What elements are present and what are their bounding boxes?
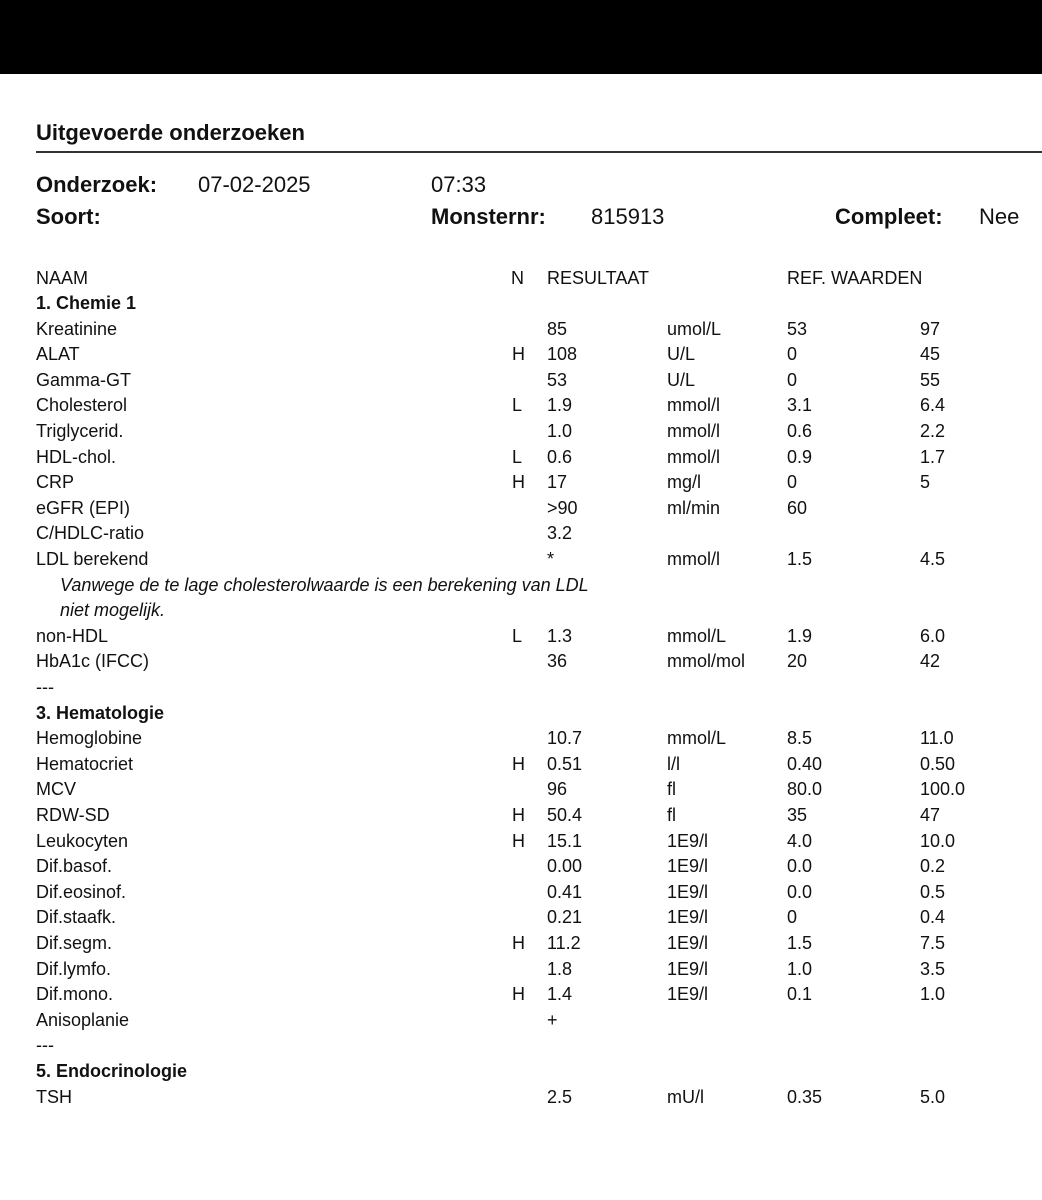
- compleet-label: Compleet:: [835, 204, 943, 229]
- ref-low: 0.1: [787, 984, 813, 1005]
- ref-high: 5: [920, 472, 931, 493]
- abnormal-flag: H: [512, 984, 525, 1005]
- ref-high: 0.4: [920, 907, 946, 928]
- test-name: Kreatinine: [36, 318, 118, 339]
- result-unit: l/l: [667, 753, 680, 774]
- result-value: 10.7: [547, 728, 583, 749]
- onderzoek-time: 07:33: [431, 172, 487, 197]
- ref-high: 4.5: [920, 549, 946, 569]
- result-unit: 1E9/l: [667, 933, 709, 953]
- abnormal-flag: H: [512, 344, 525, 365]
- result-value: 2.5: [547, 1086, 573, 1107]
- ref-low: 60: [787, 497, 808, 518]
- page-title: Uitgevoerde onderzoeken: [36, 120, 305, 145]
- ref-high: 55: [920, 369, 941, 390]
- test-name: ALAT: [36, 344, 80, 365]
- result-value: 0.00: [547, 856, 583, 877]
- ref-high: 100.0: [920, 779, 966, 800]
- test-name: Leukocyten: [36, 830, 129, 851]
- ref-high: 47: [920, 805, 941, 825]
- ref-high: 1.7: [920, 446, 946, 467]
- ref-high: 6.4: [920, 395, 946, 416]
- result-unit: 1E9/l: [667, 881, 709, 902]
- ref-high: 11.0: [920, 728, 954, 749]
- abnormal-flag: L: [512, 395, 523, 416]
- test-name: RDW-SD: [36, 805, 110, 825]
- ref-high: 7.5: [920, 933, 946, 953]
- result-value: 3.2: [547, 523, 573, 544]
- section-title: 3. Hematologie: [36, 702, 165, 723]
- test-name: TSH: [36, 1086, 72, 1107]
- result-unit: 1E9/l: [667, 856, 709, 877]
- test-name: LDL berekend: [36, 549, 149, 569]
- test-name: Triglycerid.: [36, 421, 124, 441]
- test-name: Anisoplanie: [36, 1009, 130, 1030]
- test-name: Cholesterol: [36, 395, 128, 416]
- result-unit: ml/min: [667, 497, 720, 518]
- result-value: >90: [547, 497, 578, 518]
- abnormal-flag: H: [512, 805, 525, 825]
- ref-high: 42: [920, 651, 941, 672]
- ref-high: 10.0: [920, 830, 956, 851]
- result-unit: 1E9/l: [667, 830, 709, 851]
- monsternr-label: Monsternr:: [431, 204, 546, 229]
- onderzoek-label: Onderzoek:: [36, 172, 158, 197]
- result-value: 1.0: [547, 421, 573, 441]
- result-unit: U/L: [667, 344, 696, 365]
- title-divider: [36, 151, 1042, 153]
- ref-low: 80.0: [787, 779, 823, 800]
- result-value: 108: [547, 344, 578, 365]
- ref-low: 0.9: [787, 446, 813, 467]
- test-name: HbA1c (IFCC): [36, 651, 150, 672]
- ref-low: 3.1: [787, 395, 813, 416]
- ref-low: 35: [787, 805, 808, 825]
- soort-label: Soort:: [36, 204, 101, 229]
- result-unit: 1E9/l: [667, 907, 709, 928]
- result-value: 85: [547, 318, 568, 339]
- result-value: 50.4: [547, 805, 583, 825]
- test-name: Dif.eosinof.: [36, 881, 127, 902]
- ref-high: 2.2: [920, 421, 946, 441]
- ref-high: 5.0: [920, 1086, 946, 1107]
- section-separator: ---: [36, 677, 54, 697]
- test-name: Dif.lymfo.: [36, 958, 112, 979]
- result-value: 53: [547, 369, 568, 390]
- result-value: 96: [547, 779, 568, 800]
- result-unit: 1E9/l: [667, 958, 709, 979]
- ref-low: 0.35: [787, 1086, 823, 1107]
- result-unit: mmol/l: [667, 549, 720, 569]
- result-unit: mmol/l: [667, 421, 720, 441]
- result-unit: 1E9/l: [667, 984, 709, 1005]
- abnormal-flag: H: [512, 472, 525, 493]
- column-header-flag: N: [511, 268, 524, 288]
- ref-high: 0.5: [920, 881, 946, 902]
- ref-low: 0.0: [787, 856, 813, 877]
- abnormal-flag: H: [512, 933, 525, 953]
- result-unit: mmol/mol: [667, 651, 746, 672]
- test-name: Dif.mono.: [36, 984, 114, 1005]
- ref-low: 0: [787, 472, 798, 493]
- ref-high: 3.5: [920, 958, 946, 979]
- test-name: Gamma-GT: [36, 369, 132, 390]
- ref-low: 1.5: [787, 933, 813, 953]
- result-unit: mmol/l: [667, 395, 720, 416]
- column-header-result: RESULTAAT: [547, 268, 650, 288]
- result-value: 1.3: [547, 625, 573, 646]
- section-title: 1. Chemie 1: [36, 293, 137, 313]
- test-name: non-HDL: [36, 625, 109, 646]
- abnormal-flag: L: [512, 625, 523, 646]
- ref-low: 0.6: [787, 421, 813, 441]
- test-name: CRP: [36, 472, 75, 493]
- result-value: 17: [547, 472, 568, 493]
- result-note: niet mogelijk.: [60, 600, 166, 621]
- result-value: 36: [547, 651, 568, 672]
- result-note: Vanwege de te lage cholesterolwaarde is een berekening van LDL: [60, 574, 589, 595]
- column-header-ref: REF. WAARDEN: [787, 268, 923, 288]
- result-value: 0.41: [547, 881, 583, 902]
- ref-low: 0: [787, 907, 798, 928]
- result-value: 15.1: [547, 830, 583, 851]
- result-value: 0.51: [547, 753, 583, 774]
- test-name: Hematocriet: [36, 753, 134, 774]
- section-separator: ---: [36, 1035, 54, 1056]
- column-header-name: NAAM: [36, 268, 89, 288]
- ref-low: 20: [787, 651, 808, 672]
- abnormal-flag: H: [512, 753, 525, 774]
- result-unit: mmol/L: [667, 625, 727, 646]
- test-name: Dif.segm.: [36, 933, 113, 953]
- result-value: 1.4: [547, 984, 573, 1005]
- ref-high: 0.2: [920, 856, 946, 877]
- result-unit: mg/l: [667, 472, 702, 493]
- compleet-value: Nee: [979, 204, 1020, 229]
- test-name: Dif.staafk.: [36, 907, 117, 928]
- ref-low: 1.5: [787, 549, 813, 569]
- ref-low: 8.5: [787, 728, 813, 749]
- ref-high: 6.0: [920, 625, 946, 646]
- abnormal-flag: L: [512, 446, 523, 467]
- result-value: *: [547, 549, 555, 569]
- ref-low: 53: [787, 318, 808, 339]
- test-name: HDL-chol.: [36, 446, 117, 467]
- result-value: 1.9: [547, 395, 573, 416]
- test-name: Hemoglobine: [36, 728, 143, 749]
- abnormal-flag: H: [512, 830, 525, 851]
- test-name: Dif.basof.: [36, 856, 113, 877]
- test-name: eGFR (EPI): [36, 497, 131, 518]
- result-value: 11.2: [547, 933, 581, 953]
- ref-low: 0: [787, 344, 798, 365]
- ref-high: 1.0: [920, 984, 946, 1005]
- monsternr-value: 815913: [591, 204, 665, 229]
- result-unit: mU/l: [667, 1086, 704, 1107]
- ref-low: 0: [787, 369, 798, 390]
- result-unit: fl: [667, 805, 676, 825]
- result-unit: fl: [667, 779, 676, 800]
- top-black-bar: [0, 0, 1042, 74]
- ref-low: 1.9: [787, 625, 813, 646]
- test-name: MCV: [36, 779, 76, 800]
- ref-low: 0.40: [787, 753, 823, 774]
- section-title: 5. Endocrinologie: [36, 1061, 188, 1081]
- result-unit: mmol/l: [667, 446, 720, 467]
- ref-high: 0.50: [920, 753, 956, 774]
- onderzoek-date: 07-02-2025: [198, 172, 311, 197]
- result-value: 1.8: [547, 958, 573, 979]
- test-name: C/HDLC-ratio: [36, 523, 145, 544]
- ref-high: 97: [920, 318, 941, 339]
- result-unit: umol/L: [667, 318, 722, 339]
- result-value: 0.21: [547, 907, 583, 928]
- result-unit: mmol/L: [667, 728, 727, 749]
- ref-low: 1.0: [787, 958, 813, 979]
- result-value: 0.6: [547, 446, 573, 467]
- ref-low: 4.0: [787, 830, 813, 851]
- ref-high: 45: [920, 344, 941, 365]
- ref-low: 0.0: [787, 881, 813, 902]
- result-unit: U/L: [667, 369, 696, 390]
- result-value: +: [547, 1009, 558, 1030]
